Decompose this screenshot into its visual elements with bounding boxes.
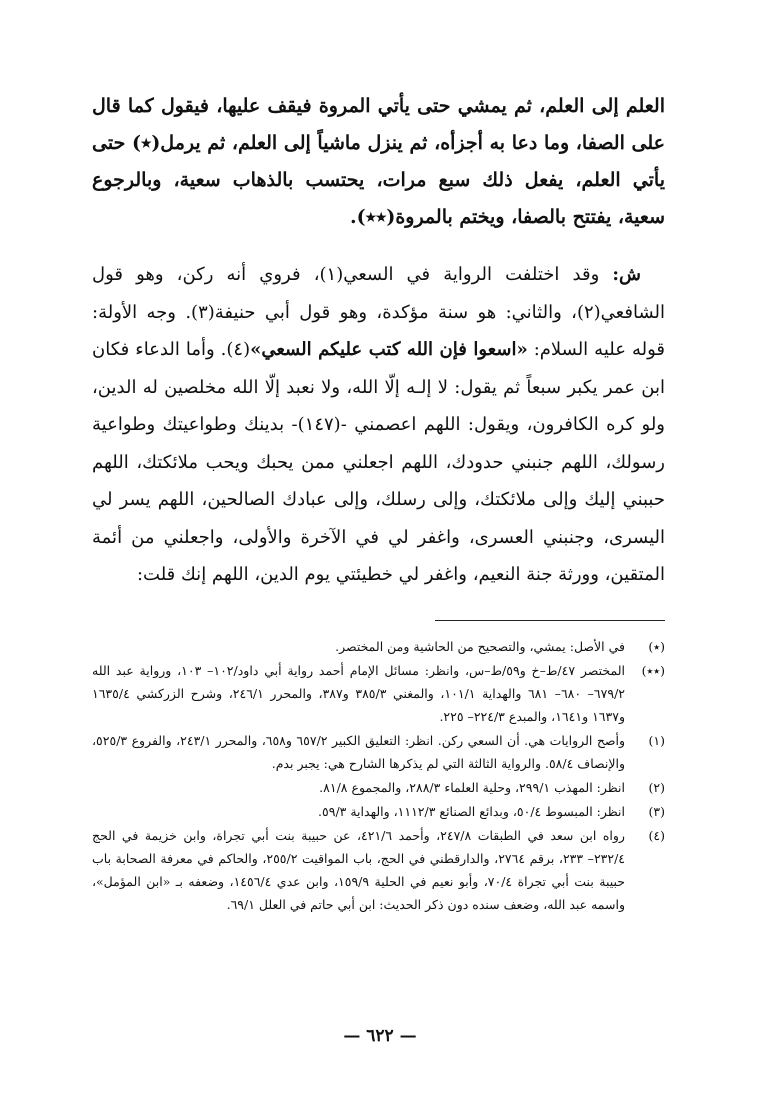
footnote: [92, 729, 665, 775]
footnote-text: رواه ابن سعد في الطبقات ٢٤٧/٨، وأحمد ٤٢١/٦، عن حبيبة بنت أبي تجراة، وابن خزيمة في الحج ٢٣٢/٤– ٢٣٣، برقم ٢٧٦٤، والدارقطني في الحج، باب المواقيت ٢٥٥/٢، والحاكم في معرفة الصحابة باب حبيبة بنت أبي تجراة ٧٠/٤، وأبو نعيم في الحلية ١٥٩/٩، وابن عدي ١٤٥٦/٤، وضعفه بـ «ابن المؤمل»، واسمه عبد الله، وضعف سنده دون ذكر الحديث: ابن أبي حاتم في العلل ٦٩/١.: [92, 827, 626, 912]
footnote: [92, 659, 665, 728]
footnote: [92, 800, 665, 823]
footnotes-list: [92, 635, 665, 916]
footnote-text: انظر: المهذب ٢٩٩/١، وحلية العلماء ٢٨٨/٣، والمجموع ٨١/٨.: [319, 779, 625, 795]
hadith-quote: «اسعوا فإن الله كتب عليكم السعي»: [250, 339, 528, 360]
footnote: [92, 635, 665, 658]
commentary-part-2: (٤). وأما الدعاء فكان ابن عمر يكبر سبعاً ثم يقول: لا إلـه إلّا الله، ولا نعبد إلّا الله مخلصين له الدين، ولو كره الكافرون، ويقول: اللهم اعصمني -(١٤٧)- بدينك وطواعيتك وطواعية رسولك، اللهم جنبني حدودك، اللهم اجعلني ممن يحبك ويحب ملائكتك، اللهم حببني إليك وإلى ملائكتك، وإلى رسلك، وإلى عبادك الصالحين، اللهم يسر لي اليسرى، وجنبني العسرى، واغفر لي في الآخرة والأولى، واجعلني من أئمة المتقين، وورثة جنة النعيم، واغفر لي خطيئتي يوم الدين، اللهم إنك قلت:: [92, 339, 665, 585]
footnote-mark: (٢): [648, 779, 665, 795]
footnote-text: في الأصل: يمشي، والتصحيح من الحاشية ومن المختصر.: [335, 638, 625, 654]
commentary-lead: ش:: [612, 264, 641, 285]
footnote: [92, 776, 665, 799]
page-number: — ٦٢٢ —: [343, 1026, 417, 1046]
footnote-text: وأصح الروايات هي. أن السعي ركن. انظر: التعليق الكبير ٦٥٧/٢ و٦٥٨، والمحرر ٢٤٣/١، والفروع ٥٢٥/٣، والإنصاف ٥٨/٤. والرواية الثالثة التي لم يذكرها الشارح هي: يجبر بدم.: [92, 732, 626, 771]
footnote: [92, 824, 665, 916]
commentary-part-1: وقد اختلفت الرواية في السعي(١)، فروي أنه ركن، وهو قول الشافعي(٢)، والثاني: هو سنة مؤكدة، وهو قول أبي حنيفة(٣). وجه الأولة: قوله عليه السلام:: [92, 264, 665, 360]
footnote-text: انظر: المبسوط ٥٠/٤، وبدائع الصنائع ١١١٢/٣، والهداية ٥٩/٣.: [318, 803, 625, 819]
footnote-text: المختصر ٤٧/ط–خ و٥٩/ط–س، وانظر: مسائل الإمام أحمد رواية أبي داود/١٠٢– ١٠٣، ورواية عبد الله ٦٧٩/٢– ٦٨٠– ٦٨١ والهداية ١٠١/١، والمغني ٣٨٥/٣ و٣٨٧، والمحرر ٢٤٦/١، وشرح الزركشي ١٦٣٥/٤ و١٦٣٧ و١٦٤١، والمبدع ٢٢٤/٣– ٢٢٥.: [92, 662, 625, 724]
main-text: العلم إلى العلم، ثم يمشي حتى يأتي المروة فيقف عليها، فيقول كما قال على الصفا، وما دعا به أجزأه، ثم ينزل ماشياً إلى العلم، ثم يرمل(٭) حتى يأتي العلم، يفعل ذلك سبع مرات، يحتسب بالذهاب سعية، وبالرجوع سعية، يفتتح بالصفا، ويختم بالمروة(٭٭).: [92, 95, 665, 228]
footnote-mark: (٤): [648, 827, 665, 843]
footnote-separator: [435, 620, 665, 621]
footnote-mark: (١): [648, 732, 665, 748]
footnote-mark: (٣): [648, 803, 665, 819]
commentary-paragraph: [92, 256, 665, 594]
footnote-mark: (٭٭): [641, 662, 665, 678]
footnote-mark: (٭): [648, 638, 665, 654]
